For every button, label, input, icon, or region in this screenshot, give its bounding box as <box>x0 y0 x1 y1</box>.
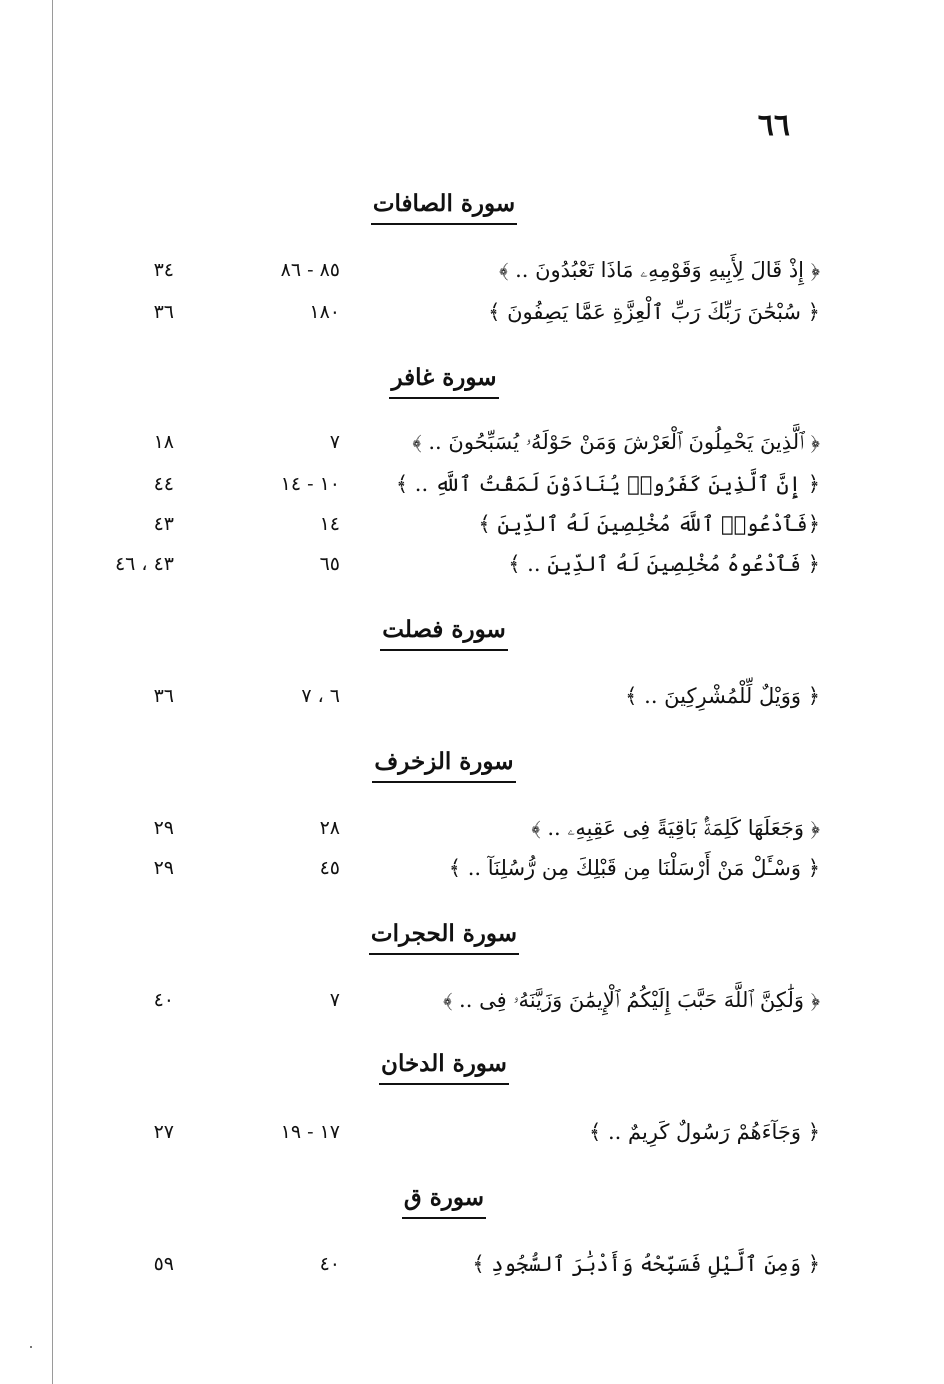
verse-text: ﴿ وَلَٰكِنَّ ٱللَّهَ حَبَّبَ إِلَيْكُمُ ٱلْإِيمَٰنَ وَزَيَّنَهُۥ فِى .. ﴾ <box>443 988 820 1012</box>
verse-text: ﴿ فَٱدْعُوهُ مُخْلِصِينَ لَهُ ٱلدِّينَ .. ﴾ <box>508 552 820 576</box>
verse-text: ﴿ سُبْحَٰنَ رَبِّكَ رَبِّ ٱلْعِزَّةِ عَمَّا يَصِفُونَ ﴾ <box>488 300 820 324</box>
index-row <box>60 1244 820 1284</box>
page-reference: ٣٤ <box>153 259 174 281</box>
surah-title-addukhan <box>300 1050 588 1085</box>
ayah-number: ٢٨ <box>319 817 340 839</box>
index-row <box>60 808 820 848</box>
index-row <box>60 544 820 584</box>
surah-title-ghafir <box>300 364 588 399</box>
page-reference: ٢٩ <box>153 857 174 879</box>
surah-title-text: سورة الحجرات <box>369 920 519 955</box>
ayah-number: ١٠ - ١٤ <box>280 473 340 495</box>
page-margin-line <box>52 0 53 1384</box>
ayah-number: ١٨٠ <box>309 301 340 323</box>
index-row <box>60 504 820 544</box>
index-row <box>60 1112 820 1152</box>
index-row <box>60 422 820 462</box>
ayah-number: ٦ ، ٧ <box>301 685 340 707</box>
ayah-number: ١٧ - ١٩ <box>280 1121 340 1143</box>
index-row <box>60 848 820 888</box>
verse-text: ﴿ وَجَآءَهُمْ رَسُولٌ كَرِيمٌ .. ﴾ <box>588 1120 820 1144</box>
surah-title-fussilat <box>300 616 588 651</box>
verse-text: ﴿ وَمِنَ ٱلَّيْلِ فَسَبِّحْهُ وَأَدْبَٰرَ ٱلسُّجُودِ ﴾ <box>472 1252 820 1276</box>
ayah-number: ٦٥ <box>319 553 340 575</box>
page-number: ٦٦ <box>757 108 790 143</box>
ayah-number: ٨٥ - ٨٦ <box>280 259 340 281</box>
page-reference: ٤٣ ، ٤٦ <box>114 553 174 575</box>
verse-text: ﴿فَٱدْعُوا۟ ٱللَّهَ مُخْلِصِينَ لَهُ ٱلدِّينَ ﴾ <box>478 512 820 536</box>
ayah-number: ٤٠ <box>319 1253 340 1275</box>
ayah-number: ٧ <box>329 431 340 453</box>
surah-title-alhujurat <box>300 920 588 955</box>
index-row <box>60 676 820 716</box>
ayah-number: ١٤ <box>319 513 340 535</box>
verse-text: ﴿ إِنَّ ٱلَّذِينَ كَفَرُوا۟ يُنَادَوْنَ لَمَقْتُ ٱللَّهِ .. ﴾ <box>395 472 820 496</box>
page-reference: ٣٦ <box>153 685 174 707</box>
page-reference: ٤٣ <box>153 513 174 535</box>
ayah-number: ٧ <box>329 989 340 1011</box>
page-reference: ٤٠ <box>153 989 174 1011</box>
page-reference: ٥٩ <box>153 1253 174 1275</box>
surah-title-text: سورة غافر <box>389 364 498 399</box>
page-reference: ٢٧ <box>153 1121 174 1143</box>
verse-text: ﴿ وَجَعَلَهَا كَلِمَةًۢ بَاقِيَةً فِى عَقِبِهِۦ .. ﴾ <box>531 816 820 840</box>
verse-text: ﴿ إِذْ قَالَ لِأَبِيهِ وَقَوْمِهِۦ مَاذَا تَعْبُدُونَ .. ﴾ <box>499 258 820 282</box>
ayah-number: ٤٥ <box>319 857 340 879</box>
surah-title-text: سورة ق <box>402 1184 486 1219</box>
index-row <box>60 464 820 504</box>
surah-title-qaf <box>300 1184 588 1219</box>
page-reference: ٤٤ <box>153 473 174 495</box>
page-reference: ٣٦ <box>153 301 174 323</box>
scan-speck <box>30 1346 32 1348</box>
page-reference: ١٨ <box>153 431 174 453</box>
index-row <box>60 250 820 290</box>
surah-title-text: سورة الصافات <box>371 190 517 225</box>
page-reference: ٢٩ <box>153 817 174 839</box>
surah-title-azzukhruf <box>300 748 588 783</box>
surah-title-text: سورة فصلت <box>380 616 507 651</box>
index-row <box>60 980 820 1020</box>
surah-title-text: سورة الزخرف <box>372 748 515 783</box>
verse-text: ﴿ وَوَيْلٌ لِّلْمُشْرِكِينَ .. ﴾ <box>625 684 820 708</box>
verse-text: ﴿ وَسْـَٔلْ مَنْ أَرْسَلْنَا مِن قَبْلِكَ مِن رُّسُلِنَآ .. ﴾ <box>448 856 820 880</box>
verse-text: ﴿ ٱلَّذِينَ يَحْمِلُونَ ٱلْعَرْشَ وَمَنْ حَوْلَهُۥ يُسَبِّحُونَ .. ﴾ <box>412 430 820 454</box>
surah-title-text: سورة الدخان <box>379 1050 509 1085</box>
index-row <box>60 292 820 332</box>
surah-title-assaffat <box>300 190 588 225</box>
